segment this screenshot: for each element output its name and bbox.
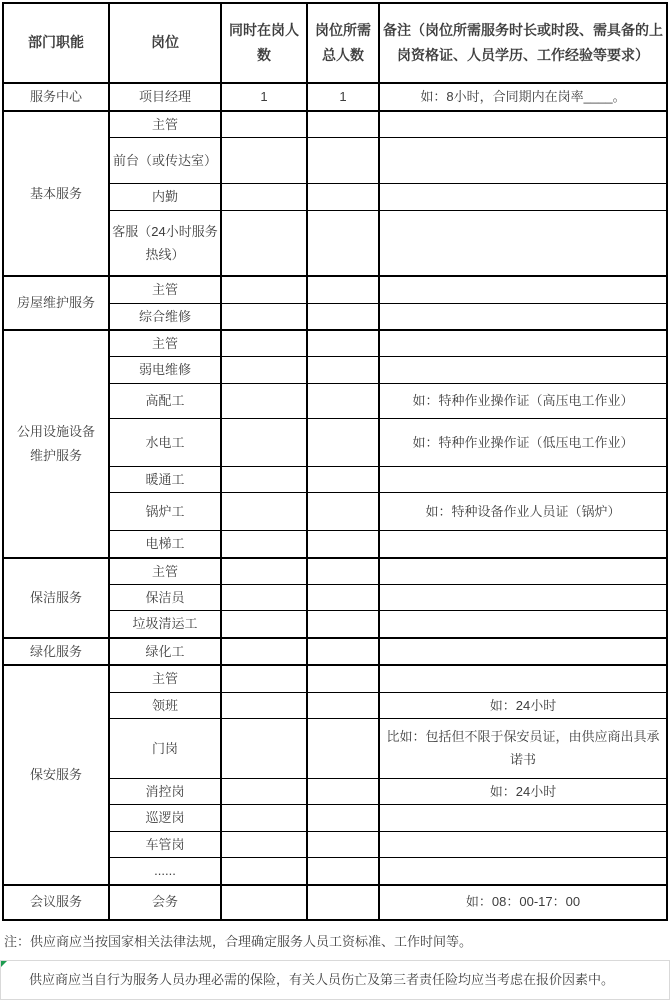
cell-position: 主管 bbox=[109, 111, 221, 138]
cell-on-duty: 1 bbox=[221, 83, 307, 111]
cell-total bbox=[307, 184, 379, 210]
cell-on-duty bbox=[221, 638, 307, 665]
cell-total bbox=[307, 357, 379, 383]
note-legal: 注：供应商应当按国家相关法律法规，合理确定服务人员工资标准、工作时间等。 bbox=[4, 933, 473, 949]
cell-total bbox=[307, 111, 379, 138]
cell-on-duty bbox=[221, 858, 307, 885]
cell-remark: 如：特种设备作业人员证（锅炉） bbox=[379, 493, 667, 531]
cell-on-duty bbox=[221, 111, 307, 138]
note-insurance-cell bbox=[0, 960, 670, 1000]
cell-total: 1 bbox=[307, 83, 379, 111]
cell-on-duty bbox=[221, 692, 307, 718]
cell-total bbox=[307, 692, 379, 718]
cell-position: 客服（24小时服务热线） bbox=[109, 210, 221, 276]
cell-remark: 如：8小时，合同期内在岗率____。 bbox=[379, 83, 667, 111]
cell-department: 服务中心 bbox=[3, 83, 109, 111]
cell-remark bbox=[379, 831, 667, 857]
cell-total bbox=[307, 831, 379, 857]
cell-total bbox=[307, 531, 379, 558]
cell-total bbox=[307, 276, 379, 303]
cell-remark: 如：24小时 bbox=[379, 692, 667, 718]
cell-remark bbox=[379, 585, 667, 611]
cell-total bbox=[307, 718, 379, 778]
cell-department: 会议服务 bbox=[3, 885, 109, 920]
cell-on-duty bbox=[221, 138, 307, 184]
cell-on-duty bbox=[221, 330, 307, 357]
cell-total bbox=[307, 885, 379, 920]
cell-position: 锅炉工 bbox=[109, 493, 221, 531]
cell-remark bbox=[379, 466, 667, 492]
cell-on-duty bbox=[221, 665, 307, 692]
table-row bbox=[3, 665, 667, 692]
cell-department: 保洁服务 bbox=[3, 558, 109, 638]
cell-position: 会务 bbox=[109, 885, 221, 920]
table-row bbox=[3, 111, 667, 138]
cell-position: 主管 bbox=[109, 558, 221, 585]
cell-remark bbox=[379, 111, 667, 138]
header-remark: 备注（岗位所需服务时长或时段、需具备的上岗资格证、人员学历、工作经验等要求） bbox=[379, 3, 667, 83]
cell-position: 水电工 bbox=[109, 418, 221, 466]
cell-remark: 比如：包括但不限于保安员证，由供应商出具承诺书 bbox=[379, 718, 667, 778]
cell-position: 暖通工 bbox=[109, 466, 221, 492]
cell-on-duty bbox=[221, 611, 307, 638]
cell-total bbox=[307, 858, 379, 885]
cell-remark bbox=[379, 805, 667, 831]
header-row bbox=[3, 3, 667, 83]
cell-position: 垃圾清运工 bbox=[109, 611, 221, 638]
cell-on-duty bbox=[221, 466, 307, 492]
cell-total bbox=[307, 418, 379, 466]
cell-position: 高配工 bbox=[109, 383, 221, 418]
cell-position: 车管岗 bbox=[109, 831, 221, 857]
cell-on-duty bbox=[221, 718, 307, 778]
cell-on-duty bbox=[221, 357, 307, 383]
header-department: 部门职能 bbox=[3, 3, 109, 83]
cell-on-duty bbox=[221, 210, 307, 276]
cell-total bbox=[307, 805, 379, 831]
cell-on-duty bbox=[221, 778, 307, 804]
cell-position: 绿化工 bbox=[109, 638, 221, 665]
cell-position: 消控岗 bbox=[109, 778, 221, 804]
cell-on-duty bbox=[221, 805, 307, 831]
table-row bbox=[3, 330, 667, 357]
cell-on-duty bbox=[221, 531, 307, 558]
cell-remark bbox=[379, 858, 667, 885]
cell-position: 前台（或传达室） bbox=[109, 138, 221, 184]
cell-total bbox=[307, 558, 379, 585]
cell-position: 主管 bbox=[109, 665, 221, 692]
cell-total bbox=[307, 493, 379, 531]
cell-total bbox=[307, 638, 379, 665]
cell-position: 领班 bbox=[109, 692, 221, 718]
cell-position: 主管 bbox=[109, 330, 221, 357]
cell-remark: 如：24小时 bbox=[379, 778, 667, 804]
cell-position: 巡逻岗 bbox=[109, 805, 221, 831]
cell-on-duty bbox=[221, 831, 307, 857]
cell-department: 公用设施设备维护服务 bbox=[3, 330, 109, 558]
cell-on-duty bbox=[221, 418, 307, 466]
cell-remark bbox=[379, 210, 667, 276]
cell-position: 主管 bbox=[109, 276, 221, 303]
cell-total bbox=[307, 665, 379, 692]
table-row bbox=[3, 83, 667, 111]
cell-position: 内勤 bbox=[109, 184, 221, 210]
cell-on-duty bbox=[221, 493, 307, 531]
cell-remark bbox=[379, 303, 667, 330]
cell-total bbox=[307, 611, 379, 638]
table-row bbox=[3, 638, 667, 665]
header-total: 岗位所需总人数 bbox=[307, 3, 379, 83]
cell-remark bbox=[379, 611, 667, 638]
cell-total bbox=[307, 330, 379, 357]
cell-on-duty bbox=[221, 383, 307, 418]
cell-total bbox=[307, 778, 379, 804]
cell-on-duty bbox=[221, 558, 307, 585]
cell-remark bbox=[379, 330, 667, 357]
cell-position: 保洁员 bbox=[109, 585, 221, 611]
cell-remark bbox=[379, 357, 667, 383]
table-row bbox=[3, 885, 667, 920]
cell-total bbox=[307, 466, 379, 492]
table-row bbox=[3, 558, 667, 585]
header-on-duty: 同时在岗人数 bbox=[221, 3, 307, 83]
cell-total bbox=[307, 585, 379, 611]
cell-total bbox=[307, 303, 379, 330]
cell-position: 综合维修 bbox=[109, 303, 221, 330]
cell-total bbox=[307, 383, 379, 418]
cell-department: 绿化服务 bbox=[3, 638, 109, 665]
cell-total bbox=[307, 210, 379, 276]
cell-position: 门岗 bbox=[109, 718, 221, 778]
cell-position: 电梯工 bbox=[109, 531, 221, 558]
cell-department: 房屋维护服务 bbox=[3, 276, 109, 330]
cell-department: 保安服务 bbox=[3, 665, 109, 884]
cell-on-duty bbox=[221, 585, 307, 611]
cell-on-duty bbox=[221, 303, 307, 330]
cell-remark bbox=[379, 638, 667, 665]
cell-remark bbox=[379, 558, 667, 585]
cell-on-duty bbox=[221, 276, 307, 303]
cell-position: 项目经理 bbox=[109, 83, 221, 111]
cell-remark: 如：08：00-17：00 bbox=[379, 885, 667, 920]
header-position: 岗位 bbox=[109, 3, 221, 83]
cell-position: ...... bbox=[109, 858, 221, 885]
cell-total bbox=[307, 138, 379, 184]
cell-remark bbox=[379, 276, 667, 303]
staffing-table bbox=[2, 2, 668, 921]
cell-remark bbox=[379, 665, 667, 692]
cell-remark bbox=[379, 138, 667, 184]
cell-remark: 如：特种作业操作证（高压电工作业） bbox=[379, 383, 667, 418]
cell-remark: 如：特种作业操作证（低压电工作业） bbox=[379, 418, 667, 466]
note-insurance-text: 供应商应当自行为服务人员办理必需的保险，有关人员伤亡及第三者责任险均应当考虑在报价因素中。 bbox=[29, 972, 615, 988]
cell-remark bbox=[379, 531, 667, 558]
comment-flag-icon bbox=[1, 961, 7, 967]
cell-position: 弱电维修 bbox=[109, 357, 221, 383]
cell-remark bbox=[379, 184, 667, 210]
table-row bbox=[3, 276, 667, 303]
cell-on-duty bbox=[221, 885, 307, 920]
cell-on-duty bbox=[221, 184, 307, 210]
cell-department: 基本服务 bbox=[3, 111, 109, 276]
